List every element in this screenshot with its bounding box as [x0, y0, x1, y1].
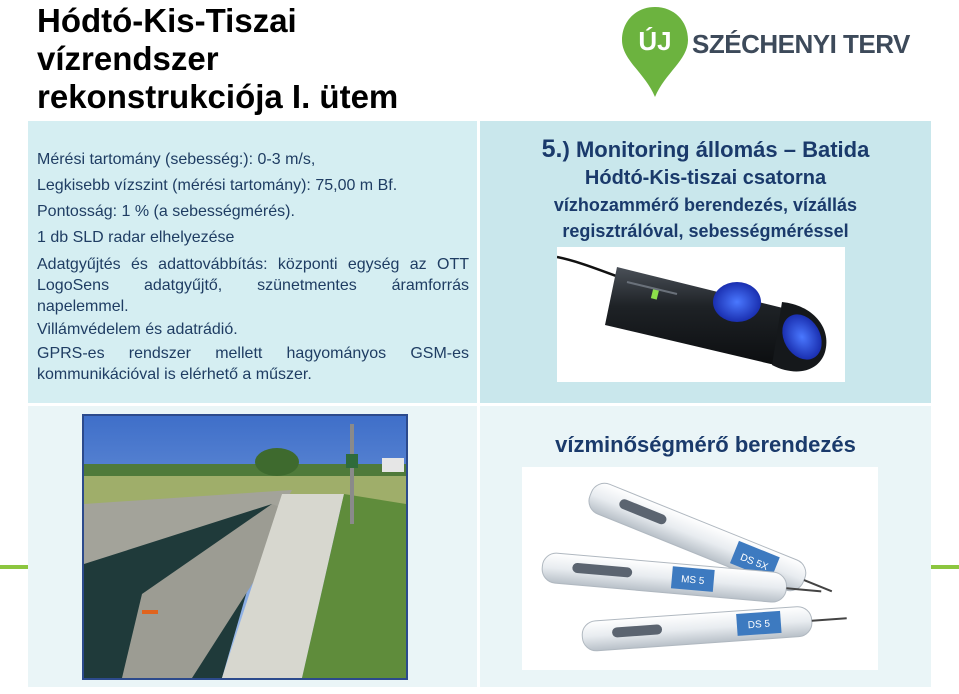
sensor-label: DS 5X: [738, 552, 770, 574]
info-line: Pontosság: 1 % (a sebességmérés).: [37, 203, 295, 220]
info-data-collection: Adatgyűjtés és adattovábbítás: központi egység az OTT LogoSens adatgyűjtő, szünetmentes áramforrás napelemmel.: [37, 256, 469, 315]
monitoring-title: [480, 135, 931, 164]
monitoring-desc-1: vízhozammérő berendezés, vízállás: [553, 195, 858, 215]
slide-title: Hódtó-Kis-Tiszai vízrendszer rekonstrukciója I. ütem: [37, 2, 399, 115]
cell-info: [28, 121, 477, 403]
info-text: [37, 147, 469, 385]
info-gprs: GPRS-es rendszer mellett hagyományos GSM-es kommunikációval is elérhető a műszer.: [37, 345, 469, 383]
info-lightning: Villámvédelem és adatrádió.: [37, 321, 238, 338]
sensor-label: MS 5: [680, 574, 705, 588]
monitoring-heading: [480, 135, 931, 244]
szechenyi-terv-logo: [620, 5, 920, 100]
monitoring-number: 5.: [541, 135, 563, 163]
flow-probe-photo: [557, 247, 845, 382]
monitoring-title-text: ) Monitoring állomás – Batida: [562, 137, 870, 162]
location-pin-logo-icon: [620, 5, 690, 100]
info-line: Mérési tartomány (sebesség:): 0-3 m/s,: [37, 151, 316, 168]
info-line: 1 db SLD radar elhelyezése: [37, 229, 235, 246]
monitoring-subtitle: Hódtó-Kis-tiszai csatorna: [584, 167, 827, 189]
water-quality-sensors-photo: [522, 467, 878, 670]
logo-pin-text: ÚJ: [638, 26, 672, 56]
canal-station-photo: [82, 414, 408, 680]
info-line: Legkisebb vízszint (mérési tartomány): 75,00 m Bf.: [37, 177, 398, 194]
sensor-label: DS 5: [747, 618, 771, 632]
accent-bar-right: [931, 565, 959, 569]
accent-bar-left: [0, 565, 28, 569]
water-quality-label: vízminőségmérő berendezés: [555, 432, 856, 457]
logo-text: SZÉCHENYI TERV: [692, 29, 910, 59]
monitoring-desc-2: regisztrálóval, sebességméréssel: [562, 221, 849, 241]
